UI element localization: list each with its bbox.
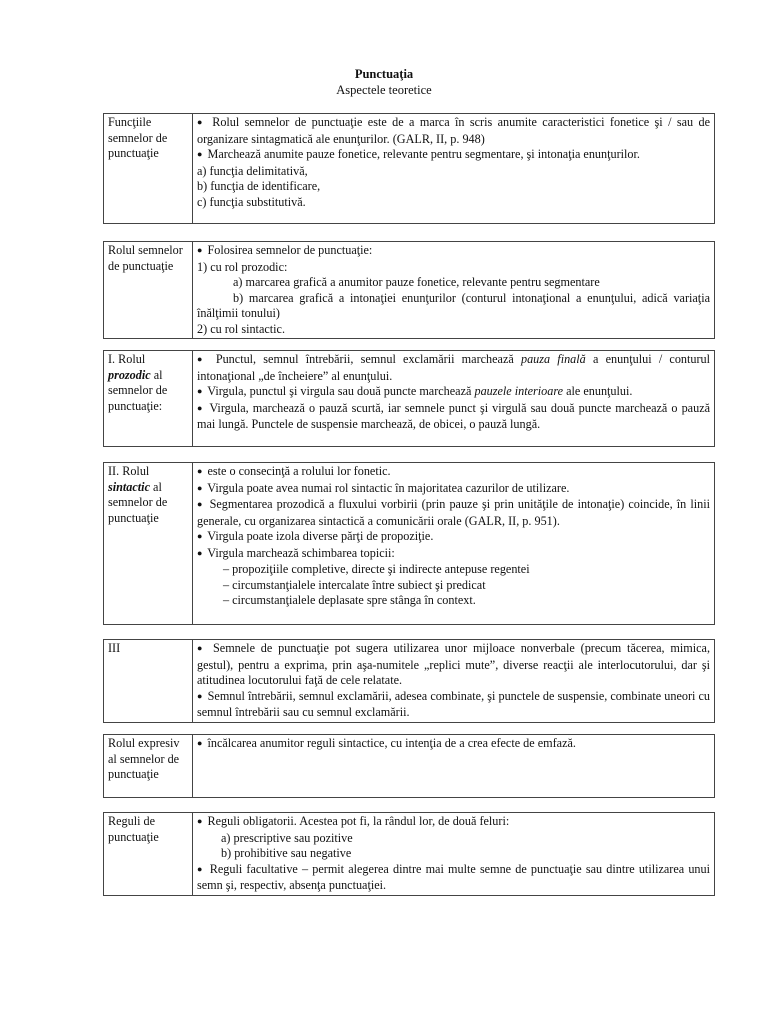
section-content: ● este o consecinţă a rolului lor fonetic. ● Virgula poate avea numai rol sintactic în majoritatea cazurilor de utilizare. ● Segmentarea prozodică a fluxului vorbirii (prin pauze şi prin unităţile de intonaţie) coincide, în linii generale, cu organizarea sintactică a comunicării orale (GALR, II, p. 951). ● Virgula poate izola diverse părţi de propoziţie. ● Virgula marchează schimbarea topicii: – propoziţiile completive, directe şi indirecte antepuse regentei – circumstanţialele intercalate între subiect şi predicat – circumstanţialele deplasate spre stânga în context.: [193, 463, 715, 625]
section-content: ● Punctul, semnul întrebării, semnul exclamării marchează pauza finală a enunţului / conturul intonaţional „de încheiere” al enunţului. ● Virgula, punctul şi virgula sau două puncte marchează pauzele interioare ale enunţului. ● Virgula, marchează o pauză scurtă, iar semnele punct şi virgulă sau două puncte marchează o pauză mai lungă. Punctele de suspensie marchează, de obicei, o pauză lungă.: [193, 351, 715, 447]
bullet-icon: ●: [197, 643, 206, 653]
section-label: II. Rolul sintactic al semnelor de punctuaţie: [104, 463, 193, 625]
bullet-icon: ●: [197, 690, 203, 701]
bullet-icon: ●: [197, 354, 207, 364]
bullet-icon: ●: [197, 386, 203, 396]
section-content: ● Rolul semnelor de punctuaţie este de a marca în scris anumite caracteristici fonetice şi / sau de organizare sintagmatică ale enunţurilor. (GALR, II, p. 948) ● Marchează anumite pauze fonetice, relevante pentru segmentare, şi intonaţia enunţurilor. a) funcţia delimitativă, b) funcţia de identificare, c) funcţia substitutivă.: [193, 114, 715, 224]
section-rol-expresiv: [103, 734, 715, 798]
section-rol-prozodic: [103, 350, 715, 447]
bullet-icon: ●: [197, 466, 203, 476]
section-label: Rolul expresiv al semnelor de punctuaţie: [104, 735, 193, 798]
page-subtitle: Aspectele teoretice: [336, 83, 432, 97]
bullet-icon: ●: [197, 499, 204, 509]
section-label: III: [104, 640, 193, 723]
section-label: Reguli de punctuaţie: [104, 813, 193, 896]
page-title: Punctuaţia: [354, 67, 414, 81]
section-functii: [103, 113, 715, 224]
bullet-icon: ●: [197, 117, 205, 127]
bullet-icon: ●: [197, 816, 203, 826]
section-content: ● încălcarea anumitor reguli sintactice, cu intenţia de a crea efecte de emfază.: [193, 735, 715, 798]
section-rol-sintactic: [103, 462, 715, 625]
section-label: I. Rolul prozodic al semnelor de punctuaţie:: [104, 351, 193, 447]
section-reguli: [103, 812, 715, 896]
bullet-icon: ●: [197, 482, 203, 493]
bullet-icon: ●: [197, 531, 203, 541]
bullet-icon: ●: [197, 547, 203, 558]
section-content: ● Reguli obligatorii. Acestea pot fi, la rândul lor, de două feluri: a) prescriptive sau pozitive b) prohibitive sau negative ● Reguli facultative – permit alegerea dintre mai multe semne de punctuaţie sau dintre utilizarea unui semn şi, respectiv, absenţa punctuaţiei.: [193, 813, 715, 896]
section-rolul: [103, 241, 715, 339]
section-content: ● Semnele de punctuaţie pot sugera utilizarea unor mijloace nonverbale (precum tăcerea, mimica, gestul), pentru a exprima, prin aşa-numitele „replici mute”, diverse reacţii ale interlocutorului, dar şi atitudinea locutorului faţă de cele relatate. ● Semnul întrebării, semnul exclamării, adesea combinate, şi punctele de suspensie, combinate uneori cu semnul întrebării sau cu semnul exclamării.: [193, 640, 715, 723]
bullet-icon: ●: [197, 402, 204, 413]
bullet-icon: ●: [197, 149, 203, 159]
section-iii: [103, 639, 715, 723]
bullet-icon: ●: [197, 738, 203, 748]
bullet-icon: ●: [197, 245, 203, 255]
section-label: Rolul semnelor de punctuaţie: [104, 242, 193, 339]
bullet-icon: ●: [197, 863, 204, 874]
section-label: Funcţiile semnelor de punctuaţie: [104, 114, 193, 224]
section-content: ● Folosirea semnelor de punctuaţie: 1) cu rol prozodic: a) marcarea grafică a anumitor pauze fonetice, relevante pentru segmentare b) marcarea grafică a intonaţiei enunţurilor (conturul intonaţional a enunţului, adică variaţia înălţimii tonului) 2) cu rol sintactic.: [193, 242, 715, 339]
